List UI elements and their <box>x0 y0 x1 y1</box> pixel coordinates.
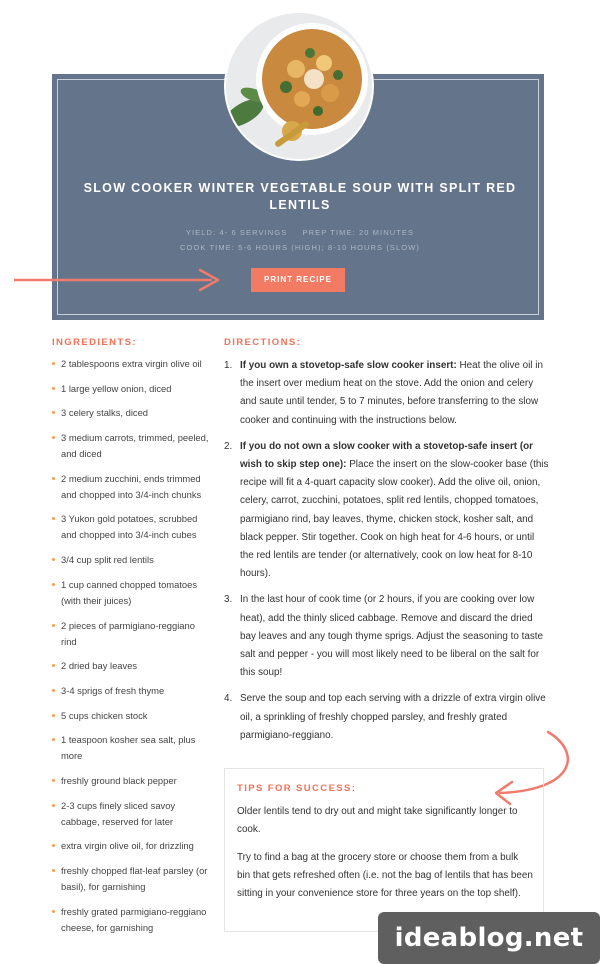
yield-text: YIELD: 4- 6 SERVINGS <box>185 228 288 237</box>
ingredient-item: 3 Yukon gold potatoes, scrubbed and chopped into 3/4-inch cubes <box>52 511 212 543</box>
step-number: 2. <box>224 440 233 452</box>
ingredient-item: 3 medium carrots, trimmed, peeled, and diced <box>52 430 212 462</box>
tips-heading: TIPS FOR SUCCESS: <box>237 783 357 794</box>
direction-step <box>224 690 550 745</box>
ingredients-heading: INGREDIENTS: <box>52 337 137 348</box>
ingredient-item: freshly chopped flat-leaf parsley (or basil), for garnishing <box>52 863 212 895</box>
ingredient-item: 1 cup canned chopped tomatoes (with their juices) <box>52 577 212 609</box>
step-text: Place the insert on the slow-cooker base (this recipe will fit a 4-quart capacity slow cooker). Add the olive oil, onion, celery, carrot, zucchini, potatoes, split red lentils, chopped tomatoes, parmigiano rind, bay leaves, thyme, chicken stock, kosher salt, and black pepper. Stir together. Cook on high heat for 4-6 hours, or until the red lentils are tender (or alternatively, cook on low heat for 8-10 hours). <box>240 459 549 580</box>
direction-step <box>224 357 550 430</box>
ingredient-item: freshly grated parmigiano-reggiano cheese, for garnishing <box>52 904 212 936</box>
cook-time-text: COOK TIME: 5-6 HOURS (HIGH); 8-10 HOURS (SLOW) <box>179 243 421 252</box>
prep-time-text: PREP TIME: 20 MINUTES <box>302 228 415 237</box>
ingredient-item: 2 medium zucchini, ends trimmed and chopped into 3/4-inch chunks <box>52 471 212 503</box>
step-number: 3. <box>224 594 233 606</box>
ingredient-item: 2 tablespoons extra virgin olive oil <box>52 356 212 372</box>
tips-paragraph: Try to find a bag at the grocery store or choose them from a bulk bin that gets refreshed often (i.e. not the bag of lentils that has been sitting in your convenience store for three years on the top shelf). <box>237 852 533 899</box>
step-number: 4. <box>224 693 233 705</box>
ingredient-item: 3 celery stalks, diced <box>52 405 212 421</box>
ingredient-item: 2 dried bay leaves <box>52 658 212 674</box>
print-recipe-button[interactable]: PRINT RECIPE <box>251 268 345 292</box>
tips-box <box>224 768 544 932</box>
recipe-title: SLOW COOKER WINTER VEGETABLE SOUP WITH SPLIT RED LENTILS <box>83 181 517 212</box>
ingredient-item: 3-4 sprigs of fresh thyme <box>52 683 212 699</box>
ingredient-item: 2-3 cups finely sliced savoy cabbage, reserved for later <box>52 798 212 830</box>
ingredient-item: freshly ground black pepper <box>52 773 212 789</box>
ingredient-item: 1 large yellow onion, diced <box>52 381 212 397</box>
step-bold-lead: If you do not own a slow cooker with a stovetop-safe insert (or wish to skip step one): <box>240 440 533 471</box>
direction-step <box>224 438 550 584</box>
arrow-right-icon <box>14 270 218 290</box>
directions-heading: DIRECTIONS: <box>224 337 302 348</box>
step-number: 1. <box>224 360 233 371</box>
ingredient-item: 2 pieces of parmigiano-reggiano rind <box>52 618 212 650</box>
watermark-logo: ideablog.net <box>378 912 600 964</box>
ingredient-item: extra virgin olive oil, for drizzling <box>52 838 212 854</box>
direction-step <box>224 591 550 682</box>
directions-list <box>224 357 550 753</box>
tips-paragraph: Older lentils tend to dry out and might take significantly longer to cook. <box>237 806 518 835</box>
ingredient-item: 3/4 cup split red lentils <box>52 552 212 568</box>
ingredients-list <box>52 356 212 944</box>
ingredient-item: 5 cups chicken stock <box>52 708 212 724</box>
step-text: Serve the soup and top each serving with a drizzle of extra virgin olive oil, a sprinkling of freshly chopped parsley, and freshly grated parmigiano-reggiano. <box>240 693 546 741</box>
step-bold-lead: If you own a stovetop-safe slow cooker insert: <box>240 360 457 371</box>
step-text: Heat the olive oil in the insert over medium heat on the stove. Add the onion and celery and saute until tender, 5 to 7 minutes, before transferring to the slow cooker and continuing with the instructions below. <box>240 360 543 426</box>
step-text: In the last hour of cook time (or 2 hours, if you are cooking over low heat), add the thinly sliced cabbage. Remove and discard the dried bay leaves and any tough thyme sprigs. Adjust the seasoning to taste salt and pepper - you will most likely need to be liberal on the salt for this soup! <box>240 594 544 679</box>
ingredient-item: 1 teaspoon kosher sea salt, plus more <box>52 732 212 764</box>
